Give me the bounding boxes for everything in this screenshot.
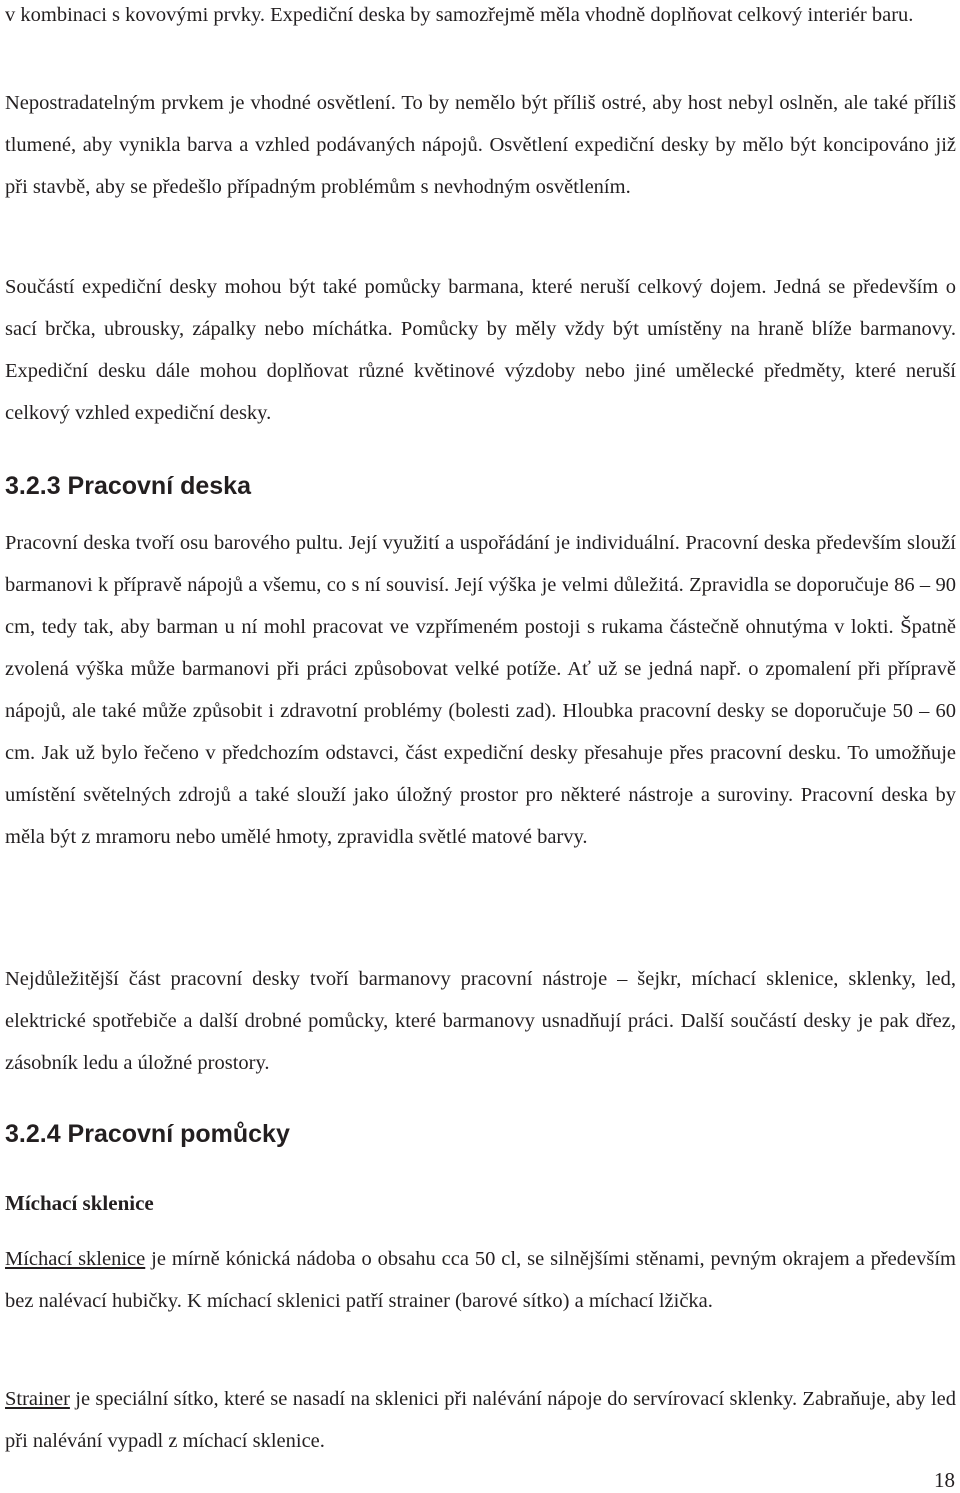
section-heading-work-tools: 3.2.4 Pracovní pomůcky — [5, 1120, 290, 1148]
subheading-mixing-glass: Míchací sklenice — [5, 1191, 154, 1215]
paragraph-mixing-glass-text: je mírně kónická nádoba o obsahu cca 50 cl, se silnějšími stěnami, pevným okrajem a především bez nalévací hubičky. K míchací sklenici patří strainer (barové sítko) a míchací lžička. — [5, 1248, 956, 1312]
page-number: 18 — [934, 1468, 955, 1492]
paragraph-work-desk-tools: Nejdůležitější část pracovní desky tvoří barmanovy pracovní nástroje – šejkr, míchací sklenice, sklenky, led, elektrické spotřebiče a další drobné pomůcky, které barmanovy usnadňují práci. Další součástí desky je pak dřez, zásobník ledu a úložné prostory. — [5, 968, 956, 1074]
term-mixing-glass: Míchací sklenice — [5, 1248, 146, 1270]
paragraph-barman-tools: Součástí expediční desky mohou být také pomůcky barmana, které neruší celkový dojem. Jedná se především o sací brčka, ubrousky, zápalky nebo míchátka. Pomůcky by měly vždy být umístěny na hraně blíže barmanovy. Expediční desku dále mohou doplňovat různé květinové výzdoby nebo jiné umělecké předměty, které neruší celkový vzhled expediční desky. — [5, 276, 956, 424]
paragraph-strainer-text: je speciální sítko, které se nasadí na sklenici při nalévání nápoje do servírovací sklenky. Zabraňuje, aby led při nalévání vypadl z míchací sklenice. — [5, 1388, 956, 1452]
term-strainer: Strainer — [5, 1388, 70, 1410]
section-heading-work-desk: 3.2.3 Pracovní deska — [5, 472, 251, 500]
paragraph-lighting: Nepostradatelným prvkem je vhodné osvětlení. To by nemělo být příliš ostré, aby host nebyl oslněn, ale také příliš tlumené, aby vynikla barva a vzhled podávaných nápojů. Osvětlení expediční desky by mělo být koncipováno již při stavbě, aby se předešlo případným problémům s nevhodným osvětlením. — [5, 92, 956, 198]
paragraph-bar-interior: v kombinaci s kovovými prvky. Expediční deska by samozřejmě měla vhodně doplňovat celkový interiér baru. — [5, 4, 914, 26]
paragraph-mixing-glass — [5, 1238, 956, 1322]
paragraph-work-desk: Pracovní deska tvoří osu barového pultu. Její využití a uspořádání je individuální. Pracovní deska především slouží barmanovi k přípravě nápojů a všemu, co s ní souvisí. Její výška je velmi důležitá. Zpravidla se doporučuje 86 – 90 cm, tedy tak, aby barman u ní mohl pracovat ve vzpřímeném postoji s rukama částečně ohnutýma v lokti. Špatně zvolená výška může barmanovi při práci způsobovat velké potíže. Ať už se jedná např. o zpomalení při přípravě nápojů, ale také může způsobit i zdravotní problémy (bolesti zad). Hloubka pracovní desky se doporučuje 50 – 60 cm. Jak už bylo řečeno v předchozím odstavci, část expediční desky přesahuje přes pracovní desku. To umožňuje umístění světelných zdrojů a také slouží jako úložný prostor pro některé nástroje a suroviny. Pracovní deska by měla být z mramoru nebo umělé hmoty, zpravidla světlé matové barvy. — [5, 532, 956, 848]
paragraph-strainer — [5, 1378, 956, 1462]
